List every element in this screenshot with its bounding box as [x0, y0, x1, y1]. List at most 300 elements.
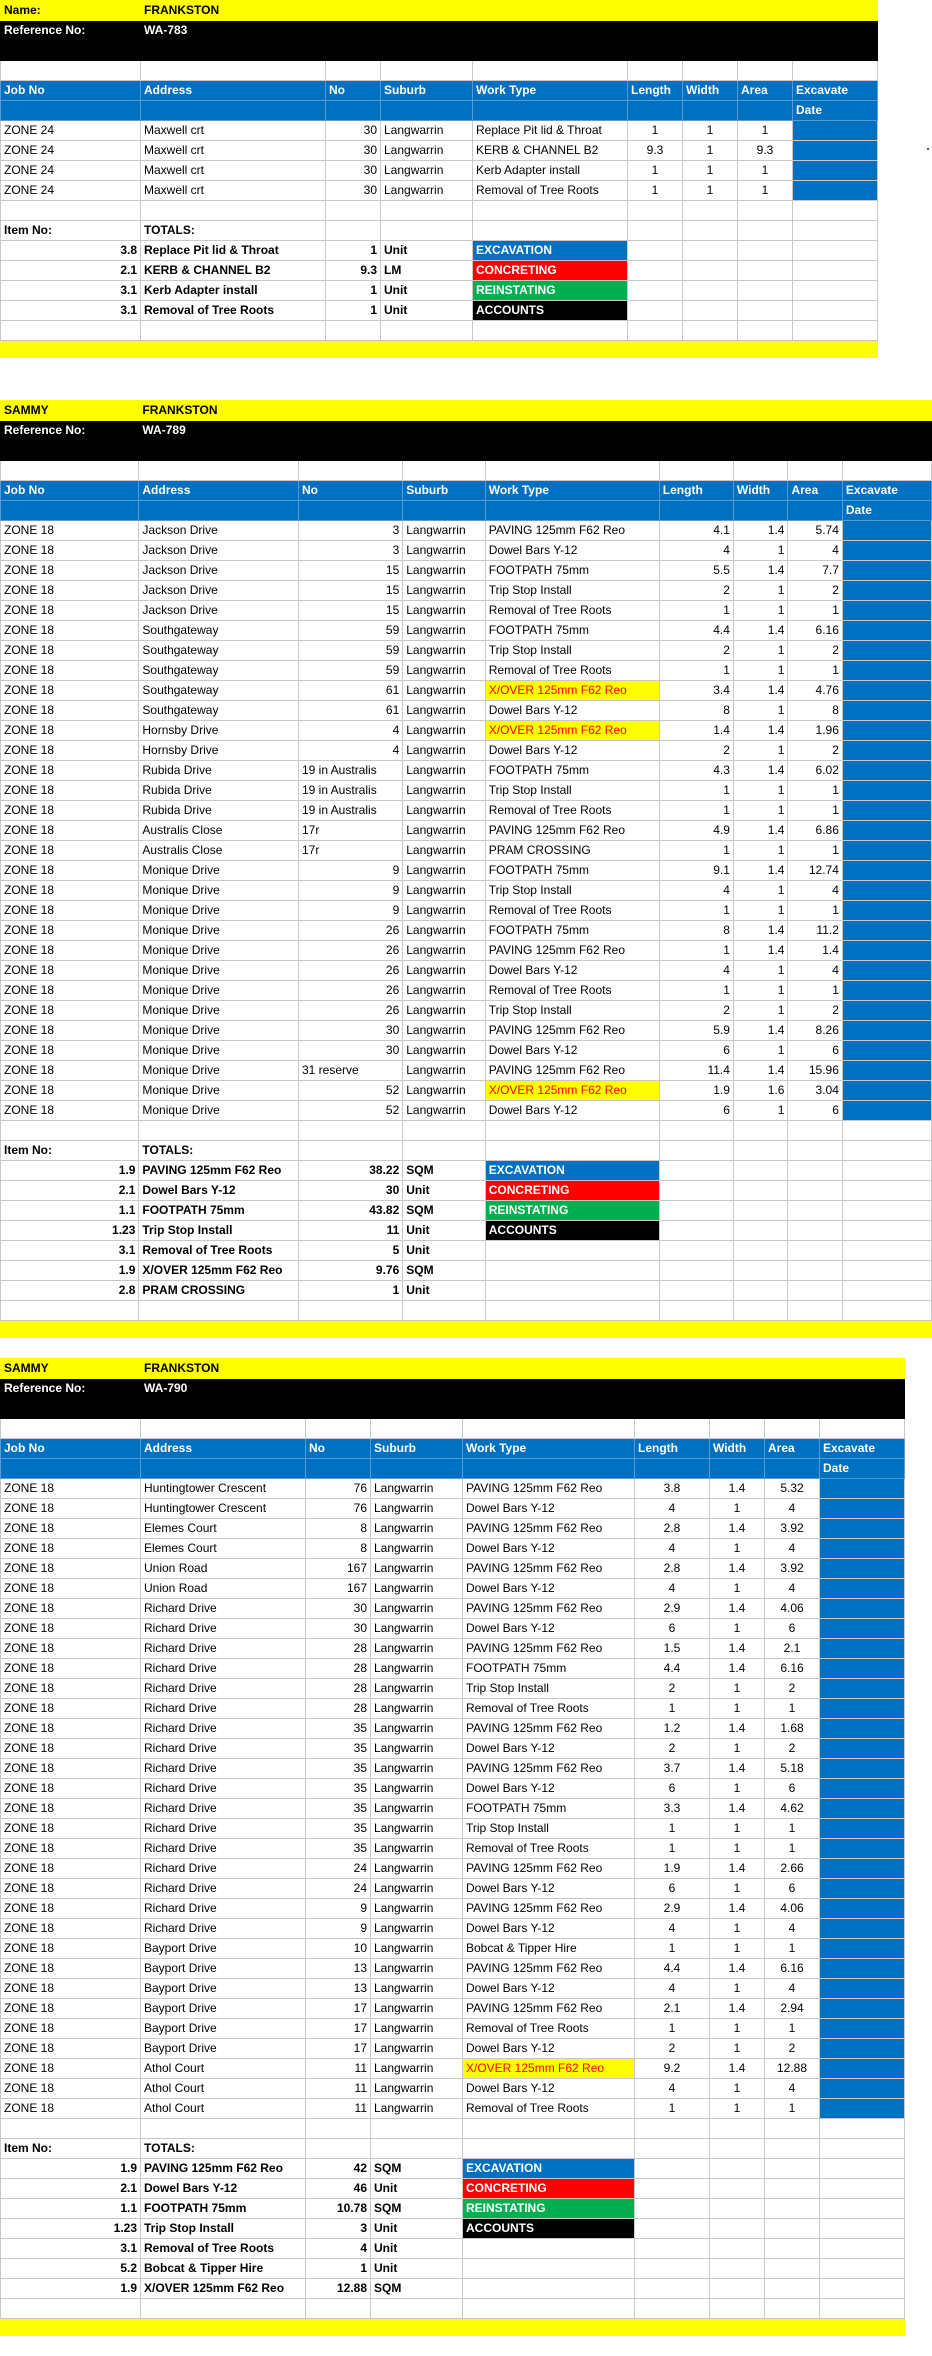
width-cell[interactable]: 1 — [710, 1699, 765, 1719]
work-type-cell[interactable]: PAVING 125mm F62 Reo — [463, 1759, 635, 1779]
area-cell[interactable]: 1 — [788, 781, 842, 801]
suburb-cell[interactable]: Langwarrin — [371, 1939, 463, 1959]
excavate-date-cell[interactable] — [820, 1819, 905, 1839]
work-type-cell[interactable]: Removal of Tree Roots — [485, 901, 659, 921]
total-quantity[interactable]: 46 — [306, 2179, 371, 2199]
reference-label[interactable]: Reference No: — [1, 421, 139, 461]
width-cell[interactable]: 1.4 — [710, 1759, 765, 1779]
no-cell[interactable]: 24 — [306, 1879, 371, 1899]
excavate-date-cell[interactable] — [842, 661, 931, 681]
job-no-cell[interactable]: ZONE 18 — [1, 1779, 141, 1799]
suburb-cell[interactable]: Langwarrin — [371, 1759, 463, 1779]
length-cell[interactable]: 11.4 — [659, 1061, 733, 1081]
work-type-cell[interactable]: PAVING 125mm F62 Reo — [485, 521, 659, 541]
total-quantity[interactable]: 30 — [298, 1181, 402, 1201]
empty-cell[interactable] — [403, 461, 485, 481]
no-cell[interactable]: 35 — [306, 1799, 371, 1819]
width-cell[interactable]: 1 — [710, 2079, 765, 2099]
suburb-cell[interactable]: Langwarrin — [403, 1101, 485, 1121]
length-cell[interactable]: 6 — [635, 1619, 710, 1639]
total-quantity[interactable]: 11 — [298, 1221, 402, 1241]
empty-cell[interactable] — [1, 461, 139, 481]
total-unit[interactable]: Unit — [371, 2219, 463, 2239]
width-cell[interactable]: 1.4 — [733, 561, 788, 581]
address-cell[interactable]: Maxwell crt — [141, 121, 326, 141]
no-cell[interactable]: 31 reserve — [298, 1061, 402, 1081]
empty-cell[interactable] — [463, 2279, 635, 2299]
area-cell[interactable]: 1.68 — [765, 1719, 820, 1739]
empty-cell[interactable] — [1, 1301, 139, 1321]
empty-cell[interactable] — [1, 2299, 141, 2319]
total-description[interactable]: Trip Stop Install — [139, 1221, 299, 1241]
empty-cell[interactable] — [659, 1241, 733, 1261]
excavate-date-cell[interactable] — [820, 1919, 905, 1939]
empty-cell[interactable] — [842, 1181, 931, 1201]
empty-cell[interactable] — [820, 2199, 905, 2219]
empty-cell[interactable] — [635, 1459, 710, 1479]
excavate-date-cell[interactable] — [842, 821, 931, 841]
address-cell[interactable]: Athol Court — [141, 2059, 306, 2079]
no-cell[interactable]: 61 — [298, 701, 402, 721]
address-cell[interactable]: Bayport Drive — [141, 1939, 306, 1959]
empty-cell[interactable] — [683, 261, 738, 281]
work-type-cell[interactable]: Dowel Bars Y-12 — [463, 1499, 635, 1519]
excavate-date-cell[interactable] — [820, 1639, 905, 1659]
column-header[interactable]: Excavate — [820, 1439, 905, 1459]
address-cell[interactable]: Monique Drive — [139, 961, 299, 981]
work-type-cell[interactable]: FOOTPATH 75mm — [485, 861, 659, 881]
empty-cell[interactable] — [298, 461, 402, 481]
suburb-cell[interactable]: Langwarrin — [403, 541, 485, 561]
total-quantity[interactable]: 10.78 — [306, 2199, 371, 2219]
no-cell[interactable]: 17 — [306, 2019, 371, 2039]
no-cell[interactable]: 30 — [306, 1599, 371, 1619]
suburb-cell[interactable]: Langwarrin — [403, 821, 485, 841]
no-cell[interactable]: 28 — [306, 1659, 371, 1679]
empty-cell[interactable] — [765, 2259, 820, 2279]
length-cell[interactable]: 1.9 — [635, 1859, 710, 1879]
address-cell[interactable]: Richard Drive — [141, 1759, 306, 1779]
empty-cell[interactable] — [842, 1221, 931, 1241]
work-type-cell[interactable]: PRAM CROSSING — [485, 841, 659, 861]
width-cell[interactable]: 1 — [733, 781, 788, 801]
suburb-cell[interactable]: Langwarrin — [371, 1779, 463, 1799]
empty-cell[interactable] — [788, 1281, 842, 1301]
length-cell[interactable]: 8 — [659, 921, 733, 941]
empty-cell[interactable] — [1, 1321, 139, 1338]
length-cell[interactable]: 6 — [635, 1879, 710, 1899]
area-cell[interactable]: 12.74 — [788, 861, 842, 881]
empty-cell[interactable] — [659, 1201, 733, 1221]
excavate-date-cell[interactable] — [820, 1579, 905, 1599]
suburb-cell[interactable]: Langwarrin — [371, 2099, 463, 2119]
excavate-date-cell[interactable] — [842, 1001, 931, 1021]
excavate-date-cell[interactable] — [820, 1559, 905, 1579]
empty-cell[interactable] — [842, 1261, 931, 1281]
excavate-date-cell[interactable] — [842, 521, 931, 541]
address-cell[interactable]: Bayport Drive — [141, 2039, 306, 2059]
empty-cell[interactable] — [463, 1419, 635, 1439]
no-cell[interactable]: 35 — [306, 1759, 371, 1779]
length-cell[interactable]: 5.5 — [659, 561, 733, 581]
status-accounts[interactable]: ACCOUNTS — [473, 301, 628, 321]
address-cell[interactable]: Southgateway — [139, 681, 299, 701]
reference-value[interactable]: WA-783 — [141, 21, 878, 61]
empty-cell[interactable] — [710, 2239, 765, 2259]
name-value[interactable]: FRANKSTON — [141, 1, 878, 21]
width-cell[interactable]: 1 — [710, 2099, 765, 2119]
empty-cell[interactable] — [326, 341, 381, 358]
empty-cell[interactable] — [659, 501, 733, 521]
excavate-date-cell[interactable] — [820, 2059, 905, 2079]
job-no-cell[interactable]: ZONE 18 — [1, 941, 139, 961]
address-cell[interactable]: Richard Drive — [141, 1739, 306, 1759]
excavate-date-cell[interactable] — [842, 681, 931, 701]
suburb-cell[interactable]: Langwarrin — [371, 2079, 463, 2099]
empty-cell[interactable] — [765, 2219, 820, 2239]
job-no-cell[interactable]: ZONE 18 — [1, 2059, 141, 2079]
suburb-cell[interactable]: Langwarrin — [403, 521, 485, 541]
no-cell[interactable]: 28 — [306, 1699, 371, 1719]
empty-cell[interactable] — [765, 2199, 820, 2219]
work-type-cell[interactable]: X/OVER 125mm F62 Reo — [485, 681, 659, 701]
area-cell[interactable]: 1 — [788, 801, 842, 821]
empty-cell[interactable] — [463, 2299, 635, 2319]
total-description[interactable]: FOOTPATH 75mm — [139, 1201, 299, 1221]
empty-cell[interactable] — [306, 2119, 371, 2139]
address-cell[interactable]: Richard Drive — [141, 1719, 306, 1739]
address-cell[interactable]: Bayport Drive — [141, 1979, 306, 1999]
no-cell[interactable]: 61 — [298, 681, 402, 701]
name-label[interactable]: SAMMY — [1, 1359, 141, 1379]
empty-cell[interactable] — [710, 2119, 765, 2139]
work-type-cell[interactable]: FOOTPATH 75mm — [485, 921, 659, 941]
column-header[interactable]: Excavate — [842, 481, 931, 501]
name-value[interactable]: FRANKSTON — [141, 1359, 905, 1379]
total-item-no[interactable]: 1.9 — [1, 2279, 141, 2299]
job-no-cell[interactable]: ZONE 18 — [1, 1979, 141, 1999]
excavate-date-cell[interactable] — [842, 641, 931, 661]
job-no-cell[interactable]: ZONE 18 — [1, 1719, 141, 1739]
length-cell[interactable]: 9.2 — [635, 2059, 710, 2079]
area-cell[interactable]: 6.16 — [765, 1959, 820, 1979]
length-cell[interactable]: 4.4 — [635, 1659, 710, 1679]
length-cell[interactable]: 4 — [635, 1919, 710, 1939]
length-cell[interactable]: 1 — [659, 781, 733, 801]
job-no-cell[interactable]: ZONE 18 — [1, 1021, 139, 1041]
width-cell[interactable]: 1 — [733, 1041, 788, 1061]
job-no-cell[interactable]: ZONE 24 — [1, 161, 141, 181]
width-cell[interactable]: 1 — [733, 1001, 788, 1021]
empty-cell[interactable] — [788, 1301, 842, 1321]
no-cell[interactable]: 28 — [306, 1639, 371, 1659]
job-no-cell[interactable]: ZONE 18 — [1, 1759, 141, 1779]
excavate-date-cell[interactable] — [820, 1979, 905, 1999]
address-cell[interactable]: Richard Drive — [141, 1779, 306, 1799]
length-cell[interactable]: 4.1 — [659, 521, 733, 541]
address-cell[interactable]: Richard Drive — [141, 1639, 306, 1659]
suburb-cell[interactable]: Langwarrin — [371, 1539, 463, 1559]
empty-cell[interactable] — [659, 1281, 733, 1301]
length-cell[interactable]: 1 — [635, 1819, 710, 1839]
address-cell[interactable]: Australis Close — [139, 821, 299, 841]
empty-cell[interactable] — [485, 1121, 659, 1141]
area-cell[interactable]: 6 — [788, 1041, 842, 1061]
empty-cell[interactable] — [820, 2279, 905, 2299]
no-cell[interactable]: 35 — [306, 1819, 371, 1839]
empty-cell[interactable] — [820, 2139, 905, 2159]
empty-cell[interactable] — [738, 261, 793, 281]
empty-cell[interactable] — [485, 1241, 659, 1261]
suburb-cell[interactable]: Langwarrin — [403, 901, 485, 921]
length-cell[interactable]: 1 — [659, 661, 733, 681]
total-item-no[interactable]: 2.8 — [1, 1281, 139, 1301]
length-cell[interactable]: 2.8 — [635, 1559, 710, 1579]
length-cell[interactable]: 1 — [659, 901, 733, 921]
area-cell[interactable]: 6 — [765, 1619, 820, 1639]
total-item-no[interactable]: 1.23 — [1, 1221, 139, 1241]
width-cell[interactable]: 1 — [710, 1979, 765, 1999]
reference-value[interactable]: WA-790 — [141, 1379, 905, 1419]
area-cell[interactable]: 1 — [738, 121, 793, 141]
empty-cell[interactable] — [788, 1201, 842, 1221]
width-cell[interactable]: 1 — [733, 741, 788, 761]
work-type-cell[interactable]: X/OVER 125mm F62 Reo — [463, 2059, 635, 2079]
area-cell[interactable]: 7.7 — [788, 561, 842, 581]
excavate-date-cell[interactable] — [820, 1939, 905, 1959]
total-quantity[interactable]: 1 — [306, 2259, 371, 2279]
excavate-date-cell[interactable] — [842, 1101, 931, 1121]
width-cell[interactable]: 1.4 — [733, 681, 788, 701]
empty-cell[interactable] — [738, 221, 793, 241]
length-cell[interactable]: 3.7 — [635, 1759, 710, 1779]
excavate-date-cell[interactable] — [820, 1779, 905, 1799]
reference-value[interactable]: WA-789 — [139, 421, 932, 461]
empty-cell[interactable] — [842, 1241, 931, 1261]
no-cell[interactable]: 30 — [326, 181, 381, 201]
area-cell[interactable]: 2 — [765, 1679, 820, 1699]
no-cell[interactable]: 59 — [298, 641, 402, 661]
area-cell[interactable]: 4 — [765, 1579, 820, 1599]
address-cell[interactable]: Monique Drive — [139, 1021, 299, 1041]
length-cell[interactable]: 4 — [659, 881, 733, 901]
no-cell[interactable]: 52 — [298, 1081, 402, 1101]
job-no-cell[interactable]: ZONE 18 — [1, 821, 139, 841]
total-unit[interactable]: Unit — [381, 301, 473, 321]
excavate-date-cell[interactable] — [820, 1619, 905, 1639]
empty-cell[interactable] — [485, 1261, 659, 1281]
empty-cell[interactable] — [1, 1121, 139, 1141]
empty-cell[interactable] — [1, 341, 141, 358]
address-cell[interactable]: Jackson Drive — [139, 541, 299, 561]
total-item-no[interactable]: 2.1 — [1, 261, 141, 281]
empty-cell[interactable] — [788, 501, 842, 521]
address-cell[interactable]: Monique Drive — [139, 861, 299, 881]
address-cell[interactable]: Jackson Drive — [139, 581, 299, 601]
empty-cell[interactable] — [141, 321, 326, 341]
empty-cell[interactable] — [738, 301, 793, 321]
area-cell[interactable]: 2 — [765, 2039, 820, 2059]
length-cell[interactable]: 1 — [635, 2099, 710, 2119]
empty-cell[interactable] — [683, 101, 738, 121]
area-cell[interactable]: 6 — [765, 1879, 820, 1899]
width-cell[interactable]: 1 — [683, 181, 738, 201]
job-no-cell[interactable]: ZONE 18 — [1, 1599, 141, 1619]
area-cell[interactable]: 11.2 — [788, 921, 842, 941]
no-cell[interactable]: 26 — [298, 921, 402, 941]
suburb-cell[interactable]: Langwarrin — [371, 1879, 463, 1899]
total-item-no[interactable]: 3.1 — [1, 281, 141, 301]
total-quantity[interactable]: 1 — [326, 301, 381, 321]
column-header[interactable]: Address — [141, 1439, 306, 1459]
no-cell[interactable]: 76 — [306, 1499, 371, 1519]
total-quantity[interactable]: 9.76 — [298, 1261, 402, 1281]
address-cell[interactable]: Jackson Drive — [139, 521, 299, 541]
work-type-cell[interactable]: Dowel Bars Y-12 — [463, 1779, 635, 1799]
excavate-date-cell[interactable] — [820, 1959, 905, 1979]
work-type-cell[interactable]: PAVING 125mm F62 Reo — [463, 1959, 635, 1979]
empty-cell[interactable] — [381, 321, 473, 341]
address-cell[interactable]: Australis Close — [139, 841, 299, 861]
no-cell[interactable]: 30 — [306, 1619, 371, 1639]
address-cell[interactable]: Southgateway — [139, 621, 299, 641]
total-item-no[interactable]: 3.1 — [1, 301, 141, 321]
empty-cell[interactable] — [463, 2319, 635, 2336]
work-type-cell[interactable]: Dowel Bars Y-12 — [485, 741, 659, 761]
work-type-cell[interactable]: Trip Stop Install — [485, 781, 659, 801]
suburb-cell[interactable]: Langwarrin — [403, 801, 485, 821]
work-type-cell[interactable]: PAVING 125mm F62 Reo — [463, 1559, 635, 1579]
area-cell[interactable]: 5.32 — [765, 1479, 820, 1499]
empty-cell[interactable] — [139, 501, 299, 521]
column-header-date[interactable]: Date — [793, 101, 878, 121]
column-header[interactable]: Job No — [1, 1439, 141, 1459]
area-cell[interactable]: 1 — [738, 161, 793, 181]
suburb-cell[interactable]: Langwarrin — [403, 741, 485, 761]
length-cell[interactable]: 1 — [635, 1839, 710, 1859]
empty-cell[interactable] — [1, 201, 141, 221]
empty-cell[interactable] — [710, 2259, 765, 2279]
empty-cell[interactable] — [371, 2139, 463, 2159]
width-cell[interactable]: 1.4 — [710, 1519, 765, 1539]
total-description[interactable]: Dowel Bars Y-12 — [141, 2179, 306, 2199]
work-type-cell[interactable]: Removal of Tree Roots — [463, 2019, 635, 2039]
empty-cell[interactable] — [765, 2299, 820, 2319]
length-cell[interactable]: 9.1 — [659, 861, 733, 881]
total-quantity[interactable]: 1 — [298, 1281, 402, 1301]
column-header[interactable]: Address — [141, 81, 326, 101]
empty-cell[interactable] — [371, 1419, 463, 1439]
address-cell[interactable]: Monique Drive — [139, 941, 299, 961]
length-cell[interactable]: 1 — [628, 161, 683, 181]
total-description[interactable]: Kerb Adapter install — [141, 281, 326, 301]
empty-cell[interactable] — [326, 61, 381, 81]
area-cell[interactable]: 6.16 — [765, 1659, 820, 1679]
total-item-no[interactable]: 3.8 — [1, 241, 141, 261]
empty-cell[interactable] — [1, 61, 141, 81]
empty-cell[interactable] — [710, 2159, 765, 2179]
job-no-cell[interactable]: ZONE 18 — [1, 1859, 141, 1879]
suburb-cell[interactable]: Langwarrin — [371, 1979, 463, 1999]
width-cell[interactable]: 1 — [710, 2039, 765, 2059]
total-description[interactable]: PRAM CROSSING — [139, 1281, 299, 1301]
job-no-cell[interactable]: ZONE 18 — [1, 1739, 141, 1759]
status-concreting[interactable]: CONCRETING — [463, 2179, 635, 2199]
area-cell[interactable]: 4 — [788, 881, 842, 901]
empty-cell[interactable] — [820, 2239, 905, 2259]
length-cell[interactable]: 6 — [659, 1101, 733, 1121]
suburb-cell[interactable]: Langwarrin — [403, 661, 485, 681]
suburb-cell[interactable]: Langwarrin — [371, 1799, 463, 1819]
empty-cell[interactable] — [485, 1141, 659, 1161]
area-cell[interactable]: 4 — [765, 1979, 820, 1999]
no-cell[interactable]: 9 — [298, 901, 402, 921]
empty-cell[interactable] — [793, 261, 878, 281]
job-no-cell[interactable]: ZONE 18 — [1, 881, 139, 901]
total-item-no[interactable]: 1.1 — [1, 2199, 141, 2219]
work-type-cell[interactable]: Dowel Bars Y-12 — [463, 1579, 635, 1599]
width-cell[interactable]: 1 — [733, 841, 788, 861]
empty-cell[interactable] — [793, 61, 878, 81]
empty-cell[interactable] — [733, 1121, 788, 1141]
length-cell[interactable]: 3.3 — [635, 1799, 710, 1819]
length-cell[interactable]: 4.4 — [635, 1959, 710, 1979]
width-cell[interactable]: 1.4 — [710, 1959, 765, 1979]
empty-cell[interactable] — [710, 2179, 765, 2199]
address-cell[interactable]: Bayport Drive — [141, 2019, 306, 2039]
area-cell[interactable]: 2.94 — [765, 1999, 820, 2019]
no-cell[interactable]: 19 in Australis — [298, 761, 402, 781]
empty-cell[interactable] — [683, 341, 738, 358]
suburb-cell[interactable]: Langwarrin — [403, 1041, 485, 1061]
item-no-label[interactable]: Item No: — [1, 2139, 141, 2159]
job-no-cell[interactable]: ZONE 18 — [1, 1899, 141, 1919]
empty-cell[interactable] — [842, 1281, 931, 1301]
empty-cell[interactable] — [628, 261, 683, 281]
total-description[interactable]: KERB & CHANNEL B2 — [141, 261, 326, 281]
work-type-cell[interactable]: Trip Stop Install — [485, 641, 659, 661]
empty-cell[interactable] — [1, 2119, 141, 2139]
total-item-no[interactable]: 1.23 — [1, 2219, 141, 2239]
area-cell[interactable]: 2 — [765, 1739, 820, 1759]
empty-cell[interactable] — [139, 461, 299, 481]
job-no-cell[interactable]: ZONE 18 — [1, 641, 139, 661]
excavate-date-cell[interactable] — [820, 2079, 905, 2099]
total-unit[interactable]: Unit — [371, 2239, 463, 2259]
job-no-cell[interactable]: ZONE 18 — [1, 1479, 141, 1499]
empty-cell[interactable] — [683, 221, 738, 241]
excavate-date-cell[interactable] — [842, 801, 931, 821]
empty-cell[interactable] — [788, 1121, 842, 1141]
address-cell[interactable]: Maxwell crt — [141, 141, 326, 161]
empty-cell[interactable] — [403, 1121, 485, 1141]
total-unit[interactable]: Unit — [403, 1281, 485, 1301]
column-header[interactable]: Excavate — [793, 81, 878, 101]
suburb-cell[interactable]: Langwarrin — [371, 1839, 463, 1859]
address-cell[interactable]: Richard Drive — [141, 1679, 306, 1699]
width-cell[interactable]: 1.4 — [733, 821, 788, 841]
job-no-cell[interactable]: ZONE 18 — [1, 1539, 141, 1559]
empty-cell[interactable] — [659, 1321, 733, 1338]
width-cell[interactable]: 1 — [683, 121, 738, 141]
empty-cell[interactable] — [659, 1301, 733, 1321]
job-no-cell[interactable]: ZONE 18 — [1, 921, 139, 941]
work-type-cell[interactable]: Bobcat & Tipper Hire — [463, 1939, 635, 1959]
suburb-cell[interactable]: Langwarrin — [371, 1999, 463, 2019]
empty-cell[interactable] — [306, 2319, 371, 2336]
work-type-cell[interactable]: Dowel Bars Y-12 — [485, 1041, 659, 1061]
length-cell[interactable]: 1 — [628, 121, 683, 141]
